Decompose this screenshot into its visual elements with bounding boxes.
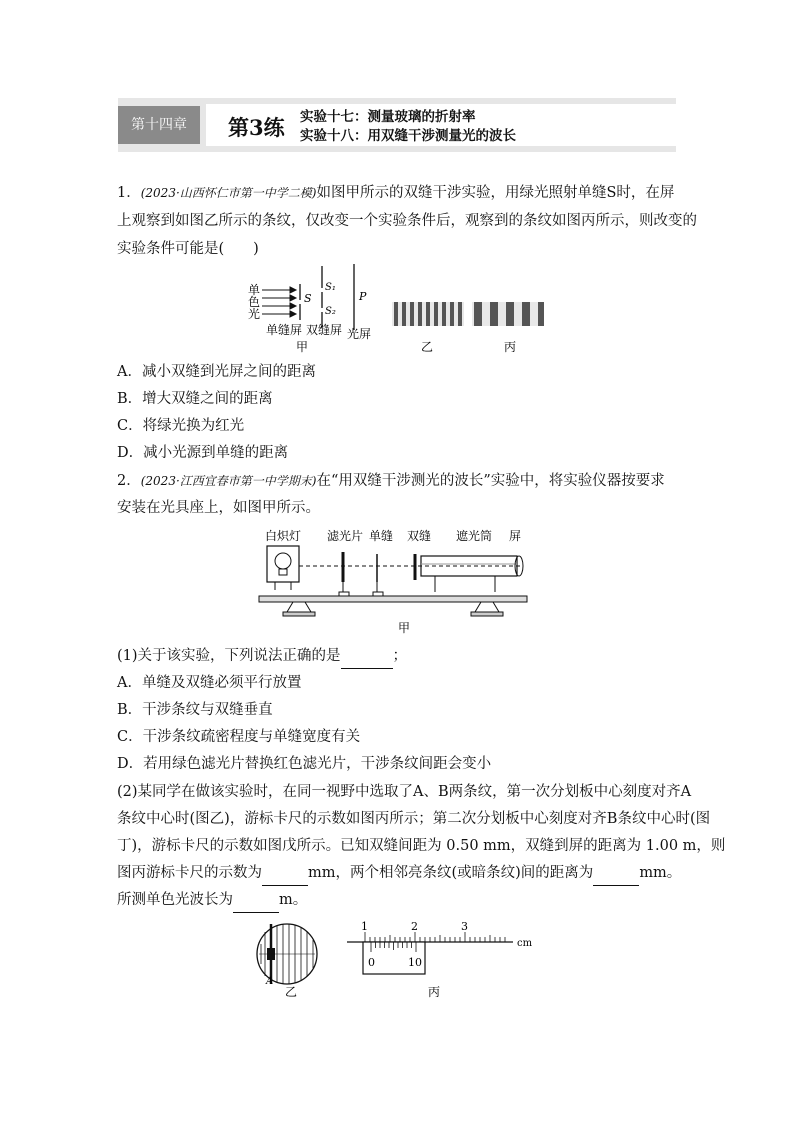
pattern-bing [472, 302, 544, 326]
label-guangping: 光屏 [347, 327, 372, 341]
q2-line5-text-a: 所测单色光波长为 [117, 892, 233, 908]
wavelength-blank[interactable] [233, 896, 279, 913]
label-tube: 遮光筒 [456, 529, 493, 543]
q2-line5-text-b: m。 [279, 892, 308, 908]
q1-line2: 上观察到如图乙所示的条纹，仅改变一个实验条件后，观察到的条纹如图丙所示，则改变的 [117, 213, 697, 229]
light-arrows [262, 287, 296, 317]
chapter-label: 第十四章 [118, 106, 200, 144]
label-jia-2: 甲 [398, 621, 411, 635]
label-double-slit: 双缝 [407, 529, 432, 543]
eyepiece-view [257, 924, 317, 984]
lamp-housing [267, 546, 299, 582]
q2-part2-line2: 条纹中心时(图乙)，游标卡尺的示数如图丙所示；第二次分划板中心刻度对齐B条纹中心时(图 [117, 811, 711, 827]
label-s: S [304, 292, 312, 305]
q2-option-c: C．干涉条纹疏密程度与单缝宽度有关 [117, 729, 361, 745]
q2-option-b: B．干涉条纹与双缝垂直 [117, 702, 273, 718]
label-s2: S₂ [325, 306, 336, 317]
vernier-0: 0 [368, 956, 375, 969]
reading-bing-blank[interactable] [262, 869, 308, 886]
q1-figure [240, 264, 560, 356]
main-scale-3: 3 [461, 920, 468, 933]
q2-line4-text-a: 图丙游标卡尺的示数为 [117, 865, 262, 881]
label-bing-2: 丙 [428, 985, 441, 999]
q1-option-b: B．增大双缝之间的距离 [117, 391, 273, 407]
q1-text-1: 如图甲所示的双缝干涉实验，用绿光照射单缝S时，在屏 [316, 185, 675, 201]
label-a: A [266, 976, 274, 987]
label-s1: S₁ [325, 282, 336, 293]
header-titles [300, 108, 516, 146]
optical-bench [259, 596, 527, 602]
q1-option-d: D．减小光源到单缝的距离 [117, 445, 289, 461]
q2-option-a: A．单缝及双缝必须平行放置 [117, 675, 302, 691]
q2-source: (2023·江西宜春市第一中学期末) [140, 474, 317, 488]
q2-line1 [117, 468, 665, 494]
unit-cm: cm [517, 938, 533, 949]
q2-part2-line4 [117, 860, 681, 886]
vernier-10: 10 [408, 956, 422, 969]
label-filter: 滤光片 [327, 529, 364, 543]
title-experiment-17: 实验十七：测量玻璃的折射率 [300, 109, 476, 125]
q1-line1 [117, 180, 674, 206]
chapter-header [118, 98, 676, 152]
q2-line4-text-b: mm，两个相邻亮条纹(或暗条纹)间的距离为 [308, 865, 594, 881]
label-jia: 甲 [296, 340, 309, 354]
q2-line4-text-c: mm。 [639, 865, 682, 881]
label-yi-2: 乙 [285, 985, 298, 999]
label-p: P [359, 290, 367, 303]
q1-number: 1． [117, 185, 141, 201]
q2-part1-blank[interactable] [341, 652, 393, 669]
q2-part2-line5 [117, 887, 307, 913]
pattern-yi [392, 302, 464, 326]
q2-number: 2． [117, 473, 141, 489]
q2-text-1: 在“用双缝干涉测光的波长”实验中，将实验仪器按要求 [316, 473, 665, 489]
fig1-label-se: 色 [248, 295, 261, 309]
title-experiment-18: 实验十八：用双缝干涉测量光的波长 [300, 128, 516, 144]
main-scale-1: 1 [361, 920, 368, 933]
label-yi: 乙 [421, 340, 434, 354]
q2-figure-measure [255, 918, 545, 1002]
label-bing: 丙 [504, 340, 517, 354]
q2-part2-line1: (2)某同学在做该实验时，在同一视野中选取了A、B两条纹，第一次分划板中心刻度对齐A [117, 784, 692, 800]
label-danfeng: 单缝屏 [266, 323, 303, 337]
q2-part1 [117, 643, 407, 669]
q2-part1-end: ； [392, 648, 408, 664]
q2-part1-text: (1)关于该实验，下列说法正确的是 [117, 648, 341, 664]
fig1-label-dan: 单 [248, 283, 261, 297]
label-screen: 屏 [509, 529, 522, 543]
q1-option-c: C．将绿光换为红光 [117, 418, 245, 434]
q1-source: (2023·山西怀仁市第一中学二模) [140, 186, 317, 200]
q1-option-a: A．减小双缝到光屏之间的距离 [117, 364, 316, 380]
fringe-spacing-blank[interactable] [593, 869, 639, 886]
q2-line2: 安装在光具座上，如图甲所示。 [117, 500, 320, 516]
label-single-slit: 单缝 [369, 529, 394, 543]
q2-option-d: D．若用绿色滤光片替换红色滤光片，干涉条纹间距会变小 [117, 756, 492, 772]
bulb-icon [275, 553, 291, 569]
main-scale-2: 2 [411, 920, 418, 933]
fig1-label-guang: 光 [248, 307, 261, 321]
q1-line3: 实验条件可能是( ) [117, 241, 259, 257]
exercise-number: 第3练 [228, 115, 285, 140]
q2-part2-line3: 丁)，游标卡尺的示数如图戊所示。已知双缝间距为 0.50 mm，双缝到屏的距离为 1.00 m，则 [117, 838, 726, 854]
label-shuangfeng: 双缝屏 [306, 323, 343, 337]
q2-figure-apparatus [255, 524, 535, 636]
label-lamp: 白炽灯 [265, 529, 302, 543]
